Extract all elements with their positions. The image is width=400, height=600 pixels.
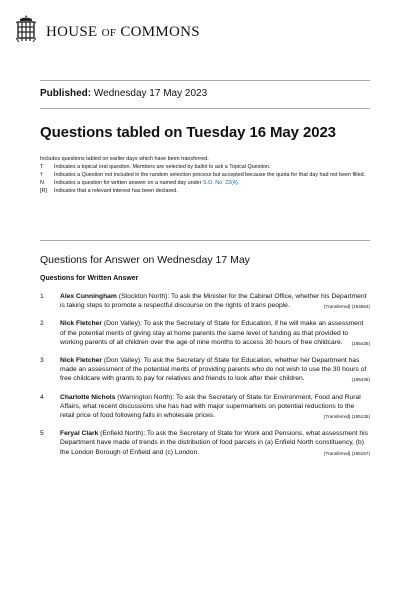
header xyxy=(16,14,386,48)
legend-row-topical xyxy=(40,163,370,171)
sub-heading: Questions for Written Answer xyxy=(40,275,139,282)
member-name: Alex Cunningham xyxy=(60,293,117,300)
question-number: 2 xyxy=(40,320,44,328)
question-body xyxy=(60,356,370,385)
question-text: To ask the Secretary of State for Education, whether her Department has made an assessment of the potential merits of providing parents who do not wish to use the 30 hours of free childcare with grants to pay for relatives and friends to look after their children. xyxy=(60,357,367,383)
portcullis-icon xyxy=(16,14,36,44)
question-body xyxy=(60,393,370,422)
question-list xyxy=(40,292,370,466)
constituency: (Don Valley): xyxy=(103,320,143,328)
question-text: To ask the Secretary of State for Work and Pensions, what assessment his Department have made of trends in the distribution of food parcels in (a) Enfield North constituency, (b) the London Borough of Enfield and (c) London. xyxy=(60,430,368,456)
question-body xyxy=(60,429,370,458)
question-text: To ask the Secretary of State for Education, if he will make an assessment of the potential merits of giving stay at home parents the same level of funding as that provided to working parents of all children over the age of nine months to access 30 hours of free childcare. xyxy=(60,320,364,346)
house-word: HOUSE xyxy=(46,24,98,40)
legend-text: Indicates a Question not included in the random selection process but accepted because the quota for that day had not been filled. xyxy=(54,172,366,178)
legend-suffix: . xyxy=(237,180,240,186)
question-ref: [Transferred] (185135) xyxy=(324,414,370,420)
legend-symbol: N xyxy=(40,180,44,186)
question-body xyxy=(60,319,370,348)
question-ref: (185436) xyxy=(351,377,370,383)
legend-symbol: T xyxy=(40,164,44,170)
member-name: Nick Fletcher xyxy=(60,357,102,365)
question-text: To ask the Secretary of State for Environment, Food and Rural Affairs, what recent discussions she has had with major supermarkets on potential reductions to the retail price of food following falls in wholesale prices. xyxy=(60,393,361,420)
legend-text: Indicates a topical oral question. Members are selected by ballot to ask a Topical Question. xyxy=(54,164,271,170)
question-body xyxy=(60,292,370,311)
question-number: 1 xyxy=(40,293,44,300)
page-title: Questions tabled on Tuesday 16 May 2023 xyxy=(40,124,336,141)
question-item xyxy=(40,393,370,422)
intro xyxy=(40,155,370,195)
question-ref: [Transferred] (185157) xyxy=(324,450,370,456)
question-item xyxy=(40,319,370,348)
published-label: Published: xyxy=(40,88,92,99)
commons-word: COMMONS xyxy=(120,24,200,40)
question-number: 3 xyxy=(40,357,44,365)
member-name: Feryal Clark xyxy=(60,430,99,438)
question-ref: (185435) xyxy=(351,340,370,346)
published-date: Wednesday 17 May 2023 xyxy=(93,88,208,99)
constituency: (Warrington North): xyxy=(117,393,175,401)
member-name: Nick Fletcher xyxy=(60,320,102,328)
legend-row-named-day xyxy=(40,179,370,187)
of-word: OF xyxy=(101,27,117,39)
legend-symbol: † xyxy=(40,172,43,178)
legend-symbol: [R] xyxy=(40,188,47,194)
published-divider xyxy=(40,108,370,109)
legend-text-body: Indicates a question for written answer on a named day under xyxy=(54,180,202,186)
member-name: Charlotte Nichols xyxy=(60,393,116,401)
legend-text xyxy=(54,179,370,187)
standing-order-link[interactable]: S.O. No. 22(4) xyxy=(202,180,238,186)
question-ref: [Transferred] (184964) xyxy=(324,304,370,310)
top-divider xyxy=(40,80,370,81)
constituency: (Enfield North): xyxy=(100,430,146,438)
question-item xyxy=(40,429,370,458)
legend-text: Indicates that a relevant interest has been declared. xyxy=(54,188,178,194)
intro-divider xyxy=(40,240,370,241)
question-number: 5 xyxy=(40,430,44,438)
house-title xyxy=(46,24,200,41)
constituency: (Don Valley): xyxy=(103,357,143,365)
question-text: To ask the Minister for the Cabinet Office, whether his Department is taking steps to promote a respectful discourse on the rights of trans people. xyxy=(60,293,367,310)
published-line xyxy=(40,88,207,99)
legend-row-dagger xyxy=(40,171,370,179)
constituency: (Stockton North): xyxy=(118,293,170,300)
intro-note: Includes questions tabled on earlier days which have been transferred. xyxy=(40,156,209,162)
section-heading: Questions for Answer on Wednesday 17 May xyxy=(40,254,250,266)
question-number: 4 xyxy=(40,393,44,401)
legend-row-interest xyxy=(40,187,370,195)
question-item xyxy=(40,356,370,385)
question-item xyxy=(40,292,370,311)
